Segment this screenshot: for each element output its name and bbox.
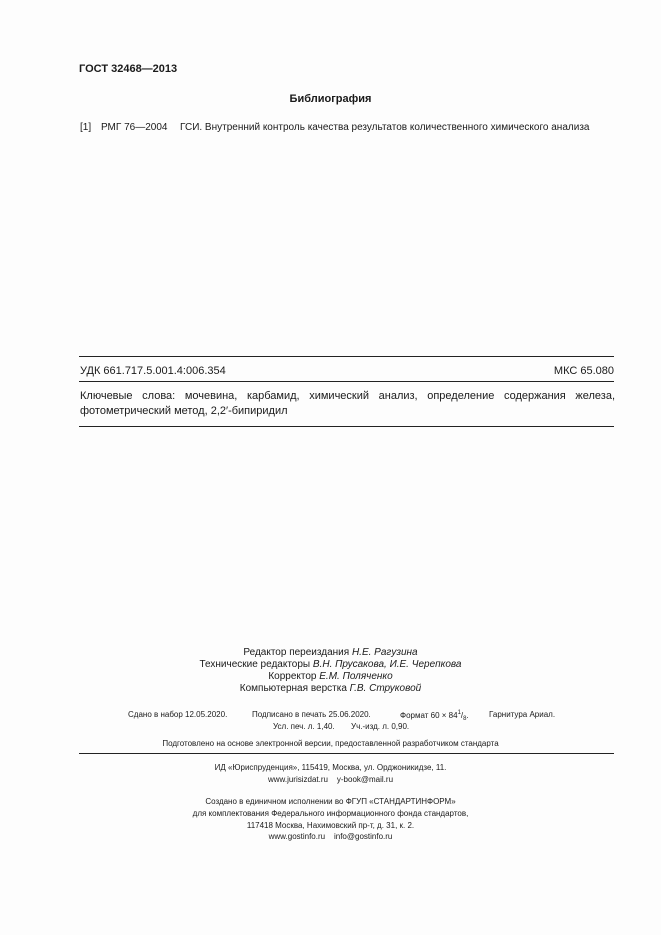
bibliography-item-number: [1] [80, 122, 92, 133]
top-rule [79, 356, 614, 357]
credit-tech-editors: Технические редакторы В.Н. Прусакова, И.Е. Черепкова [199, 659, 462, 670]
credit-corrector: Корректор Е.М. Поляченко [268, 671, 393, 682]
credit-layout: Компьютерная верстка Г.В. Струковой [239, 683, 422, 694]
standard-number: ГОСТ 32468—2013 [79, 63, 178, 75]
imprint-typeface: Гарнитура Ариал. [489, 710, 556, 719]
publisher-address: ИД «Юриспруденция», 115419, Москва, ул. Орджоникидзе, 11. [214, 763, 447, 772]
bibliography-item-title: ГСИ. Внутренний контроль качества результатов количественного химического анализа [180, 122, 590, 133]
credit-editor: Редактор переиздания Н.Е. Рагузина [243, 647, 418, 658]
keywords-rule [79, 426, 614, 427]
imprint-print-sheets: Усл. печ. л. 1,40. [273, 722, 335, 731]
publisher-contacts: www.jurisizdat.ru y-book@mail.ru [267, 775, 394, 784]
imprint-signed: Подписано в печать 25.06.2020. [252, 710, 371, 719]
classification-rule [79, 381, 614, 382]
producer-line-3: 117418 Москва, Нахимовский пр-т, д. 31, к. 2. [246, 821, 415, 830]
keywords: Ключевые слова: мочевина, карбамид, химический анализ, определение содержания железа, фотометрический метод, 2,2′-бипиридил [80, 390, 615, 417]
udk-code: УДК 661.717.5.001.4:006.354 [80, 365, 226, 377]
imprint-submitted: Сдано в набор 12.05.2020. [128, 710, 228, 719]
imprint-format: Формат $60 \times 84^1/_8$. [400, 710, 469, 722]
bibliography-heading: Библиография [289, 93, 372, 105]
producer-line-1: Создано в единичном исполнении во ФГУП «СТАНДАРТИНФОРМ» [205, 797, 456, 806]
mks-code: МКС 65.080 [553, 365, 614, 377]
bibliography-item-code: РМГ 76—2004 [101, 122, 168, 133]
imprint-pub-sheets: Уч.-изд. л. 0,90. [351, 722, 410, 731]
producer-line-2: для комплектования Федерального информационного фонда стандартов, [192, 809, 469, 818]
producer-contacts: www.gostinfo.ru info@gostinfo.ru [268, 832, 393, 841]
imprint-rule [79, 753, 614, 754]
imprint-prepared-note: Подготовлено на основе электронной версии, предоставленной разработчиком стандарта [162, 739, 499, 748]
